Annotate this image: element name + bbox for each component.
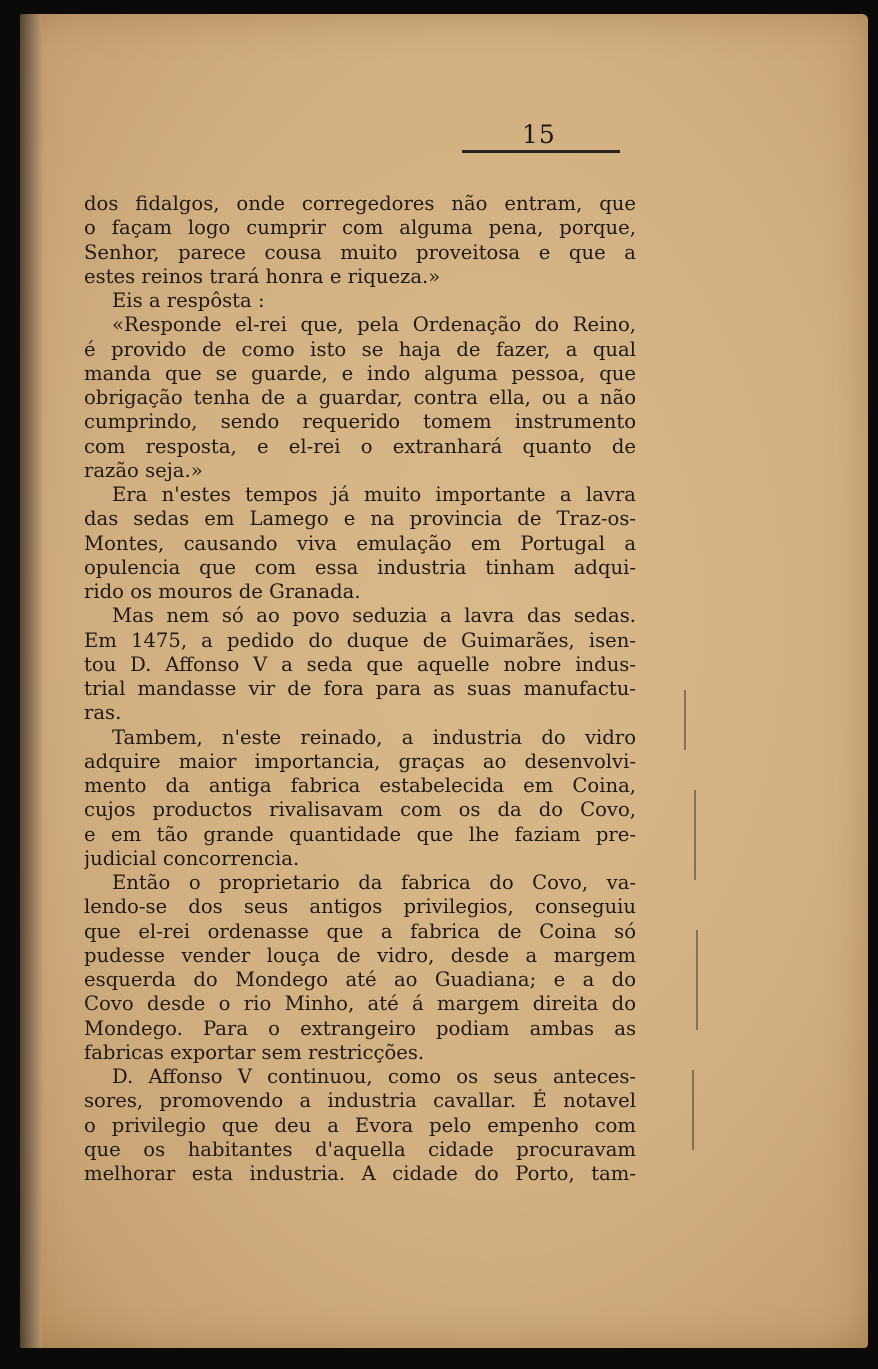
text-line: mento da antiga fabrica estabelecida em Coina,: [84, 774, 636, 797]
text-line: que os habitantes d'aquella cidade procuravam: [84, 1137, 636, 1161]
page-edge-mark: [692, 1070, 694, 1150]
text-line: dos fidalgos, onde corregedores não entram, que: [84, 192, 636, 215]
page-binding-shadow: [20, 14, 42, 1348]
text-line: Era n'estes tempos já muito importante a lavra: [112, 483, 636, 506]
text-line: é provido de como isto se haja de fazer, a qual: [84, 337, 636, 361]
text-line: Montes, causando viva emulação em Portugal a: [84, 531, 636, 555]
header-rule: [462, 150, 620, 153]
text-line: que el-rei ordenasse que a fabrica de Coina só: [84, 919, 636, 943]
text-line: «Responde el-rei que, pela Ordenação do Reino,: [112, 313, 636, 337]
text-line: das sedas em Lamego e na provincia de Traz-os-: [84, 507, 636, 531]
text-line: cumprindo, sendo requerido tomem instrumento: [84, 410, 636, 434]
text-line: trial mandasse vir de fora para as suas manufactu-: [84, 677, 636, 700]
text-line: rido os mouros de Granada.: [84, 580, 361, 603]
text-line: opulencia que com essa industria tinham adqui-: [84, 555, 636, 579]
text-line: Mas nem só ao povo seduzia a lavra das sedas.: [112, 604, 636, 628]
text-line: D. Affonso V continuou, como os seus anteces-: [112, 1065, 636, 1088]
text-line: Covo desde o rio Minho, até á margem direita do: [84, 992, 636, 1016]
text-line: judicial concorrencia.: [84, 846, 300, 870]
text-line: e em tão grande quantidade que lhe faziam pre-: [84, 822, 636, 846]
text-line: pudesse vender louça de vidro, desde a margem: [84, 943, 636, 967]
text-line: estes reinos trará honra e riqueza.»: [84, 264, 441, 288]
page-edge-mark: [694, 790, 696, 880]
text-line: fabricas exportar sem restricções.: [84, 1040, 425, 1064]
text-line: cujos productos rivalisavam com os da do Covo,: [84, 798, 636, 822]
page-number: 15: [522, 120, 556, 149]
text-line: adquire maior importancia, graças ao desenvolvi-: [84, 749, 636, 773]
text-line: ras.: [84, 701, 122, 725]
text-line: Eis a respôsta :: [112, 289, 265, 312]
text-line: Em 1475, a pedido do duque de Guimarães, isen-: [84, 628, 636, 652]
text-line: o privilegio que deu a Evora pelo empenho com: [84, 1113, 636, 1137]
text-line: manda que se guarde, e indo alguma pessoa, que: [84, 361, 636, 385]
text-line: sores, promovendo a industria cavallar. É notavel: [84, 1089, 636, 1113]
body-text: [84, 192, 636, 1186]
text-line: Então o proprietario da fabrica do Covo, va-: [112, 871, 636, 894]
text-line: tou D. Affonso V a seda que aquelle nobre indus-: [84, 652, 636, 676]
page-edge-mark: [684, 690, 686, 750]
page-edge-mark: [696, 930, 698, 1030]
text-line: o façam logo cumprir com alguma pena, porque,: [84, 216, 636, 240]
text-line: Tambem, n'este reinado, a industria do vidro: [112, 725, 636, 749]
text-line: Mondego. Para o extrangeiro podiam ambas as: [84, 1016, 636, 1040]
text-line: esquerda do Mondego até ao Guadiana; e a do: [84, 968, 636, 991]
text-line: razão seja.»: [84, 458, 203, 482]
text-line: Senhor, parece cousa muito proveitosa e que a: [84, 240, 636, 264]
text-line: lendo-se dos seus antigos privilegios, conseguiu: [84, 895, 636, 919]
text-line: melhorar esta industria. A cidade do Porto, tam-: [84, 1162, 636, 1185]
text-line: com resposta, e el-rei o extranhará quanto de: [84, 434, 636, 458]
text-line: obrigação tenha de a guardar, contra ella, ou a não: [84, 386, 636, 409]
